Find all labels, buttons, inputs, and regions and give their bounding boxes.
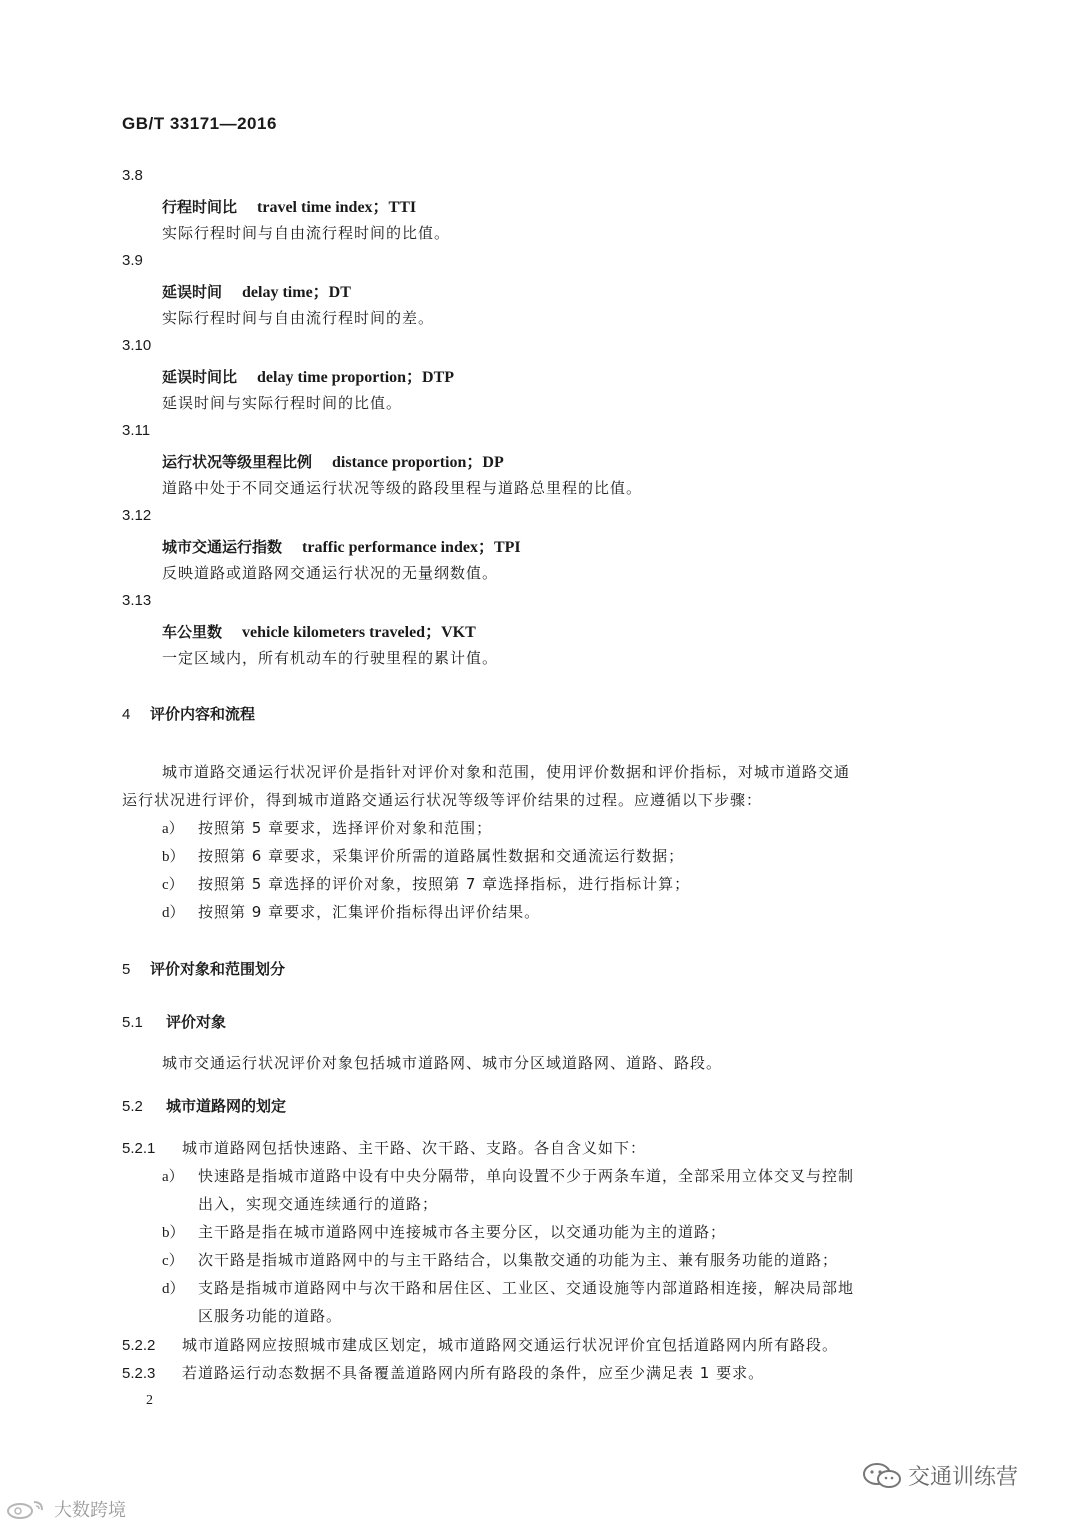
clause	[122, 1334, 838, 1355]
term-title	[162, 449, 504, 472]
term-title	[162, 534, 521, 557]
term-zh: 车公里数	[162, 623, 223, 641]
subsection-title: 城市道路网的划定	[166, 1097, 287, 1115]
subsection-heading	[122, 1011, 226, 1032]
term-definition: 实际行程时间与自由流行程时间的比值。	[162, 224, 451, 242]
clause-number: 5.2.1	[122, 1140, 156, 1157]
list-item	[162, 1221, 726, 1242]
list-item	[162, 1249, 838, 1270]
list-item	[162, 873, 690, 894]
term-number: 3.13	[122, 592, 152, 609]
term-number: 3.11	[122, 422, 151, 439]
list-label: d）	[162, 1281, 185, 1297]
list-text: 按照第 5 章选择的评价对象，按照第 7 章选择指标，进行指标计算；	[198, 875, 691, 893]
term-title	[162, 619, 476, 642]
list-text: 按照第 5 章要求，选择评价对象和范围；	[198, 819, 493, 837]
clause-text: 城市道路网包括快速路、主干路、次干路、支路。各自含义如下：	[182, 1139, 647, 1157]
term-number: 3.8	[122, 167, 143, 184]
list-text: 快速路是指城市道路中设有中央分隔带，单向设置不少于两条车道，全部采用立体交叉与控制	[198, 1167, 855, 1185]
list-item	[162, 1277, 854, 1298]
term-zh: 延误时间	[162, 283, 223, 301]
watermark-left	[6, 1496, 126, 1522]
term-zh: 城市交通运行指数	[162, 538, 283, 556]
watermark-right	[862, 1460, 1018, 1491]
clause-number: 5.2.2	[122, 1337, 156, 1354]
section-heading	[122, 958, 285, 979]
clause	[122, 1137, 646, 1158]
term-definition: 道路中处于不同交通运行状况等级的路段里程与道路总里程的比值。	[162, 479, 643, 497]
list-text: 支路是指城市道路网中与次干路和居住区、工业区、交通设施等内部道路相连接，解决局部地	[198, 1279, 855, 1297]
subsection-heading	[122, 1095, 286, 1116]
subsection-title: 评价对象	[166, 1013, 227, 1031]
term-number: 3.10	[122, 337, 152, 354]
term-definition: 一定区域内，所有机动车的行驶里程的累计值。	[162, 649, 499, 667]
paragraph-line: 运行状况进行评价，得到城市道路交通运行状况等级等评价结果的过程。应遵循以下步骤：	[122, 791, 763, 809]
term-title	[162, 364, 454, 387]
section-number: 5	[122, 961, 131, 978]
list-item	[162, 901, 540, 922]
list-text: 按照第 6 章要求，采集评价所需的道路属性数据和交通流运行数据；	[198, 847, 685, 865]
list-item	[162, 1165, 854, 1186]
list-label: d）	[162, 905, 185, 921]
clause-text: 城市道路网应按照城市建成区划定，城市道路网交通运行状况评价宜包括道路网内所有路段。	[182, 1336, 839, 1354]
paragraph-line: 城市交通运行状况评价对象包括城市道路网、城市分区域道路网、道路、路段。	[162, 1054, 723, 1072]
term-title	[162, 279, 351, 302]
term-number: 3.12	[122, 507, 152, 524]
list-text-continued: 出入，实现交通连续通行的道路；	[198, 1195, 439, 1213]
paragraph-line: 城市道路交通运行状况评价是指针对评价对象和范围，使用评价数据和评价指标，对城市道路交通	[162, 763, 851, 781]
term-en: distance proportion；DP	[332, 454, 504, 471]
list-label: a）	[162, 1169, 184, 1185]
clause-number: 5.2.3	[122, 1365, 156, 1382]
term-en: vehicle kilometers traveled；VKT	[242, 624, 476, 641]
section-title: 评价内容和流程	[150, 705, 256, 723]
term-title	[162, 194, 416, 217]
term-en: travel time index；TTI	[257, 199, 417, 216]
wechat-icon	[862, 1462, 902, 1490]
clause-text: 若道路运行动态数据不具备覆盖道路网内所有路段的条件，应至少满足表 1 要求。	[182, 1364, 765, 1382]
term-en: delay time proportion；DTP	[257, 369, 455, 386]
term-zh: 行程时间比	[162, 198, 238, 216]
list-item	[162, 817, 492, 838]
section-number: 4	[122, 706, 131, 723]
watermark-left-text: 大数跨境	[54, 1500, 126, 1521]
term-zh: 延误时间比	[162, 368, 238, 386]
term-definition: 实际行程时间与自由流行程时间的差。	[162, 309, 435, 327]
list-label: c）	[162, 877, 184, 893]
list-label: b）	[162, 849, 185, 865]
list-label: c）	[162, 1253, 184, 1269]
list-text-continued: 区服务功能的道路。	[198, 1307, 343, 1325]
list-label: b）	[162, 1225, 185, 1241]
watermark-right-text: 交通训练营	[908, 1465, 1019, 1490]
term-definition: 反映道路或道路网交通运行状况的无量纲数值。	[162, 564, 499, 582]
term-en: delay time；DT	[242, 284, 351, 301]
term-zh: 运行状况等级里程比例	[162, 453, 313, 471]
list-text: 主干路是指在城市道路网中连接城市各主要分区，以交通功能为主的道路；	[198, 1223, 727, 1241]
term-en: traffic performance index；TPI	[302, 539, 521, 556]
weibo-logo-icon	[6, 1498, 50, 1520]
term-definition: 延误时间与实际行程时间的比值。	[162, 394, 403, 412]
list-item	[162, 845, 684, 866]
clause	[122, 1362, 764, 1383]
list-text: 次干路是指城市道路网中的与主干路结合，以集散交通的功能为主、兼有服务功能的道路；	[198, 1251, 839, 1269]
list-text: 按照第 9 章要求，汇集评价指标得出评价结果。	[198, 903, 541, 921]
page-number: 2	[146, 1393, 153, 1408]
list-label: a）	[162, 821, 184, 837]
standard-number: GB/T 33171—2016	[122, 114, 277, 133]
subsection-number: 5.1	[122, 1014, 143, 1031]
section-heading	[122, 703, 255, 724]
subsection-number: 5.2	[122, 1098, 143, 1115]
term-number: 3.9	[122, 252, 143, 269]
section-title: 评价对象和范围划分	[150, 960, 286, 978]
